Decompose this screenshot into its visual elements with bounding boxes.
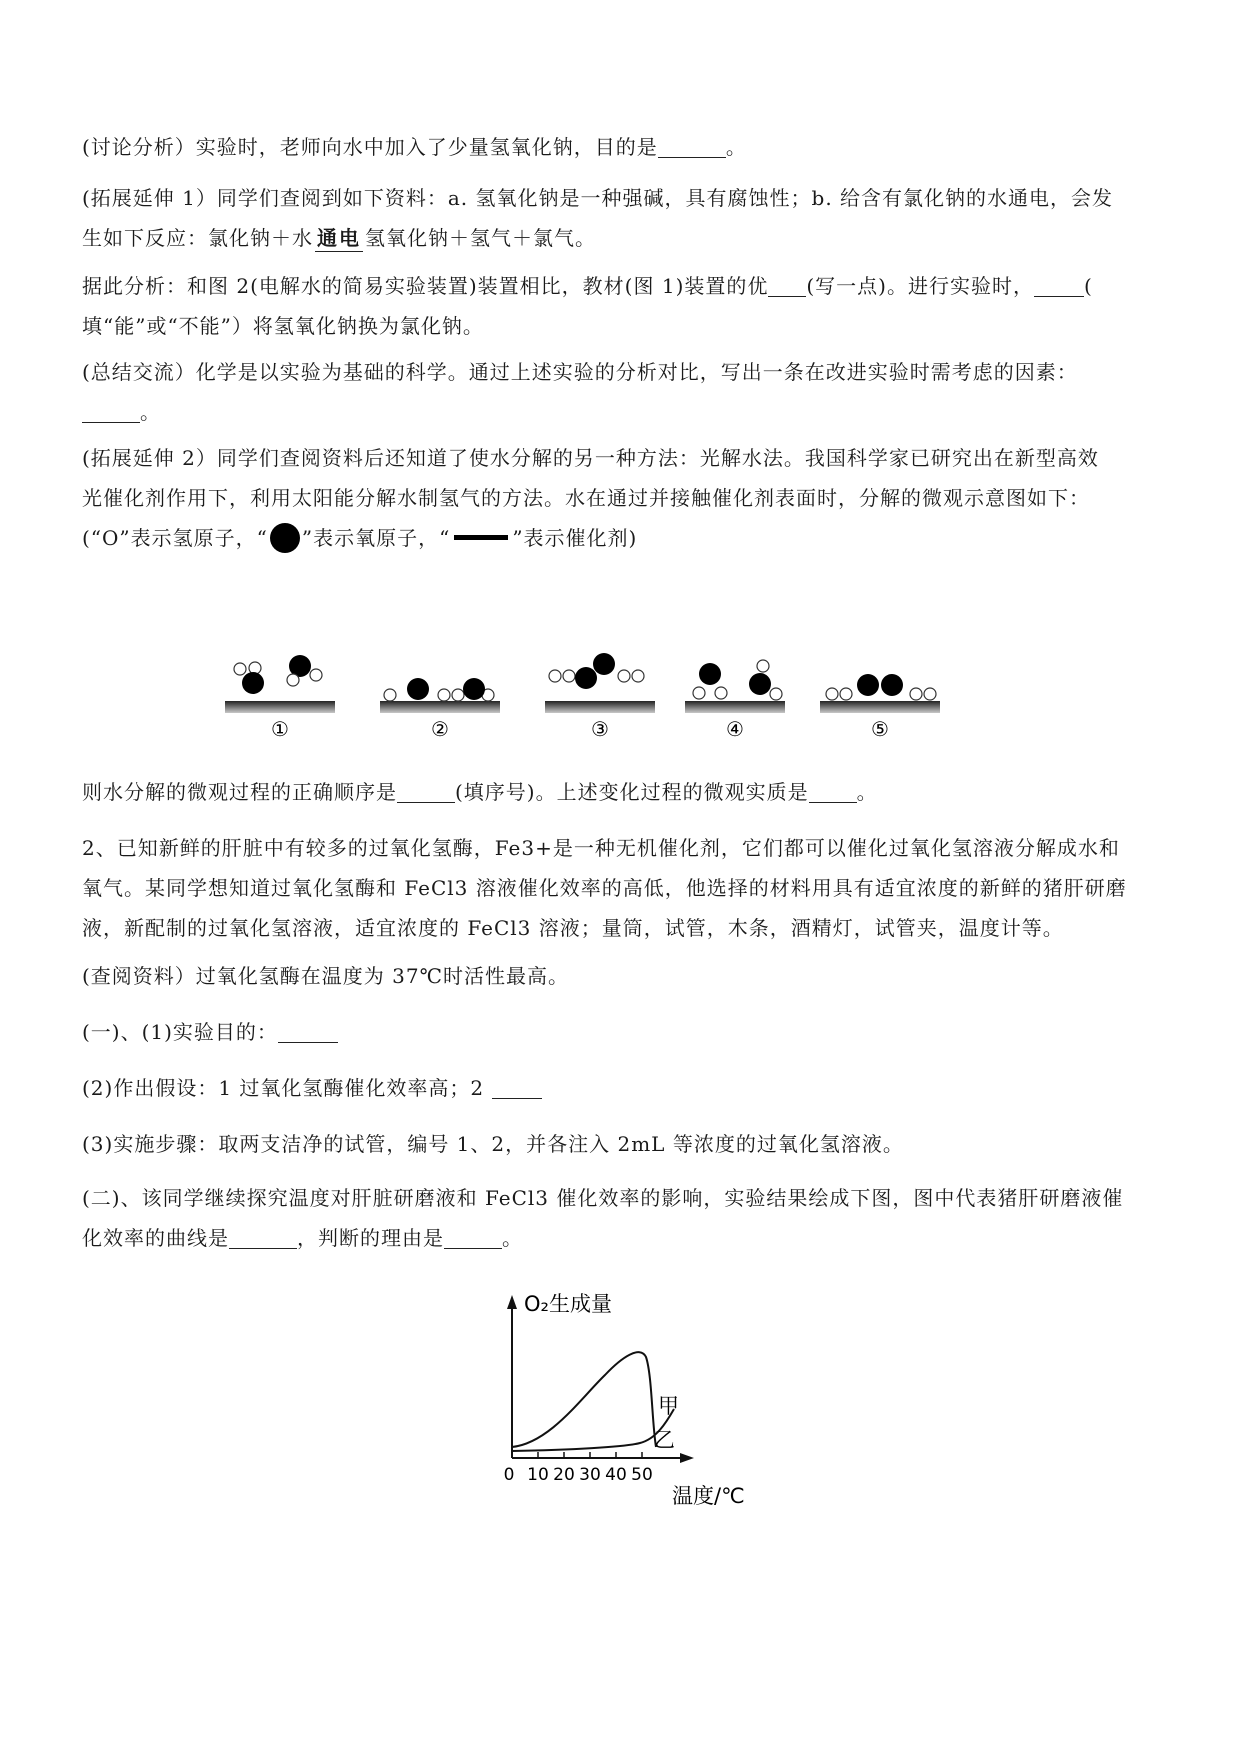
x-tick-label: 20 — [553, 1465, 575, 1485]
extension-1-paragraph: (拓展延伸 1）同学们查阅到如下资料：a. 氢氧化钠是一种强碱，具有腐蚀性；b. 给含有氯化钠的水通电，会发 生如下反应：氯化钠＋水 通电 氢氧化钠＋氢气＋氯气。 — [82, 178, 1162, 258]
stage-5 — [820, 674, 940, 713]
answer-blank[interactable] — [397, 778, 455, 803]
summary-paragraph: (总结交流）化学是以实验为基础的科学。通过上述实验的分析对比，写出一条在改进实验时需考虑的因素： 。 — [82, 360, 1078, 424]
answer-blank[interactable] — [82, 398, 140, 423]
curve-jia — [512, 1352, 656, 1447]
y-axis-arrow-icon — [507, 1295, 517, 1309]
analysis-paragraph: 据此分析：和图 2(电解水的简易实验装置)装置相比，教材(图 1)装置的优 (写一点)。进行实验时， ( 填“能”或“不能”）将氢氧化钠换为氯化钠。 — [82, 274, 1093, 338]
x-tick-label: 50 — [631, 1465, 653, 1485]
extension-2-paragraph: (拓展延伸 2）同学们查阅资料后还知道了使水分解的另一种方法：光解水法。我国科学家已研究出在新型高效 光催化剂作用下，利用太阳能分解水制氢气的方法。水在通过并接触催化剂表面时，分解的微观示意图如下： (“O”表示氢原子，“ ”表示氧原子，“ ”表示催化剂) — [82, 438, 1162, 558]
stage-label-3: ③ — [591, 717, 609, 741]
discussion-paragraph: (讨论分析）实验时，老师向水中加入了少量氢氧化钠，目的是 。 — [82, 135, 747, 159]
y-axis-label: O₂生成量 — [524, 1292, 612, 1316]
reaction-condition: 通电 — [317, 226, 361, 250]
catalyst-legend-icon — [454, 535, 508, 540]
stage-3 — [545, 653, 655, 713]
answer-blank[interactable] — [492, 1074, 542, 1099]
x-tick-label: 0 — [503, 1465, 515, 1485]
answer-blank[interactable] — [444, 1224, 502, 1249]
x-axis-label: 温度/℃ — [672, 1484, 745, 1508]
answer-blank[interactable] — [658, 133, 726, 158]
stage-label-2: ② — [431, 717, 449, 741]
order-question: 则水分解的微观过程的正确顺序是 (填序号)。上述变化过程的微观实质是 。 — [82, 780, 878, 804]
curve-label-yi: 乙 — [654, 1428, 675, 1452]
answer-blank[interactable] — [229, 1224, 297, 1249]
x-tick-label: 10 — [527, 1465, 549, 1485]
part-2-question: (二)、该同学继续探究温度对肝脏研磨液和 FeCl3 催化效率的影响，实验结果绘成下图，图中代表猪肝研磨液催 化效率的曲线是 ，判断的理由是 。 — [82, 1186, 1124, 1250]
stage-2-oxygen — [463, 678, 485, 700]
stage-label-1: ① — [271, 717, 289, 741]
stage-4 — [685, 660, 785, 713]
stage-label-5: ⑤ — [871, 717, 889, 741]
question-2-intro: 2、已知新鲜的肝脏中有较多的过氧化氢酶，Fe3+是一种无机催化剂，它们都可以催化过氧化氢溶液分解成水和 氧气。某同学想知道过氧化氢酶和 FeCl3 溶液催化效率的高低，他选择的材料用具有适宜浓度的新鲜的猪肝研磨 液，新配制的过氧化氢溶液，适宜浓度的 FeCl3 溶液；量筒，试管，木条，酒精灯，试管夹，温度计等。 — [82, 836, 1127, 940]
experiment-purpose: (一)、(1)实验目的： — [82, 1012, 1162, 1052]
answer-blank[interactable] — [809, 778, 857, 803]
answer-blank[interactable] — [768, 272, 806, 297]
reference-info: (查阅资料）过氧化氢酶在温度为 37℃时活性最高。 — [82, 964, 569, 988]
answer-blank[interactable] — [278, 1018, 338, 1043]
stage-label-4: ④ — [726, 717, 744, 741]
x-axis-arrow-icon — [680, 1453, 694, 1463]
oxygen-atom-legend-icon — [270, 523, 300, 553]
curve-yi — [512, 1409, 674, 1451]
x-tick-label: 30 — [579, 1465, 601, 1485]
answer-blank[interactable] — [1034, 272, 1084, 297]
curve-label-jia: 甲 — [658, 1394, 679, 1418]
temperature-graph — [490, 1285, 760, 1515]
procedure-step: (3)实施步骤：取两支洁净的试管，编号 1、2，并各注入 2mL 等浓度的过氧化氢溶液。 — [82, 1132, 904, 1156]
micro-process-diagram — [200, 620, 1040, 750]
stage-1 — [225, 655, 335, 713]
hypothesis: (2)作出假设：1 过氧化氢酶催化效率高；2 — [82, 1068, 1162, 1108]
x-tick-label: 40 — [605, 1465, 627, 1485]
